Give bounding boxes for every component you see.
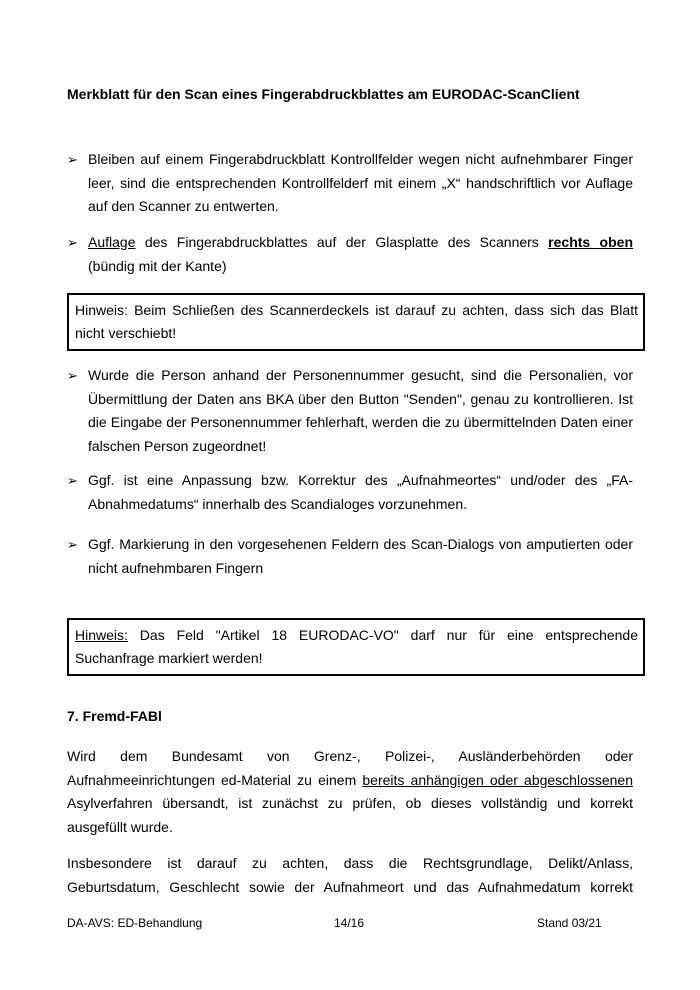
section-heading: 7. Fremd-FABl — [67, 708, 162, 724]
hint-label: Hinweis: — [75, 627, 128, 643]
hint-text: Hinweis: Beim Schließen des Scannerdeckels ist darauf zu achten, dass sich das Blatt nicht verschiebt! — [75, 302, 638, 341]
paragraph-segment: Asylverfahren übersandt, ist zunächst zu prüfen, ob dieses vollständig und korrekt ausgefüllt wurde. — [67, 795, 633, 835]
arrow-bullet-icon: ➢ — [67, 473, 78, 488]
bullet-text-segment: (bündig mit der Kante) — [88, 257, 227, 274]
arrow-bullet-icon: ➢ — [67, 537, 78, 552]
arrow-bullet-icon: ➢ — [67, 368, 78, 383]
paragraph-segment: Wird dem Bundesamt von Grenz-, Polizei-, Ausländerbehörden oder Aufnahmeeinrichtungen ed-Material zu einem — [67, 748, 633, 788]
footer-document-name: DA-AVS: ED-Behandlung — [67, 916, 203, 930]
footer-page-number: 14/16 — [334, 916, 365, 930]
bullet-item — [67, 533, 633, 580]
bullet-item — [67, 364, 633, 458]
hint-box — [67, 618, 645, 676]
bullet-text-segment: des Fingerabdruckblattes auf der Glasplatte des Scanners — [135, 234, 549, 250]
underlined-text: bereits anhängigen oder abgeschlossenen — [362, 771, 634, 788]
hint-box — [67, 293, 645, 351]
hint-text: Das Feld "Artikel 18 EURODAC-VO" darf nur für eine entsprechende Suchanfrage markiert werden! — [75, 627, 638, 666]
emphasized-text: rechts oben — [548, 234, 633, 250]
page-title: Merkblatt für den Scan eines Fingerabdruckblattes am EURODAC-ScanClient — [67, 86, 580, 102]
body-paragraph: Insbesondere ist darauf zu achten, dass die Rechtsgrundlage, Delikt/Anlass, Geburtsdatum, Geschlecht sowie der Aufnahmeort und das Aufnahmedatum korrekt — [67, 855, 633, 895]
bullet-item — [67, 231, 633, 278]
bullet-text: Bleiben auf einem Fingerabdruckblatt Kontrollfelder wegen nicht aufnehmbarer Finger leer, sind die entsprechenden Kontrollfelderf mit einem „X“ handschriftlich vor Auflage auf den Scanner zu entwerten. — [88, 151, 633, 214]
arrow-bullet-icon: ➢ — [67, 235, 78, 250]
arrow-bullet-icon: ➢ — [67, 152, 78, 167]
bullet-item — [67, 469, 633, 516]
bullet-text: Ggf. ist eine Anpassung bzw. Korrektur des „Aufnahmeortes“ und/oder des „FA-Abnahmedatums“ innerhalb des Scandialoges vorzunehmen. — [88, 472, 633, 512]
bullet-text — [88, 231, 633, 278]
underlined-text: Auflage — [88, 234, 136, 250]
bullet-text: Wurde die Person anhand der Personennummer gesucht, sind die Personalien, vor Übermittlung der Daten ans BKA über den Button "Senden", genau zu kontrollieren. Ist die Eingabe der Personennummer fehlerhaft, werden die zu übermittelnden Daten einer falschen Person zugeordnet! — [88, 367, 633, 454]
bullet-text: Ggf. Markierung in den vorgesehenen Feldern des Scan-Dialogs von amputierten oder nicht aufnehmbaren Fingern — [88, 536, 633, 576]
footer-version: Stand 03/21 — [537, 916, 602, 930]
bullet-item — [67, 148, 633, 219]
body-paragraph — [67, 745, 633, 839]
